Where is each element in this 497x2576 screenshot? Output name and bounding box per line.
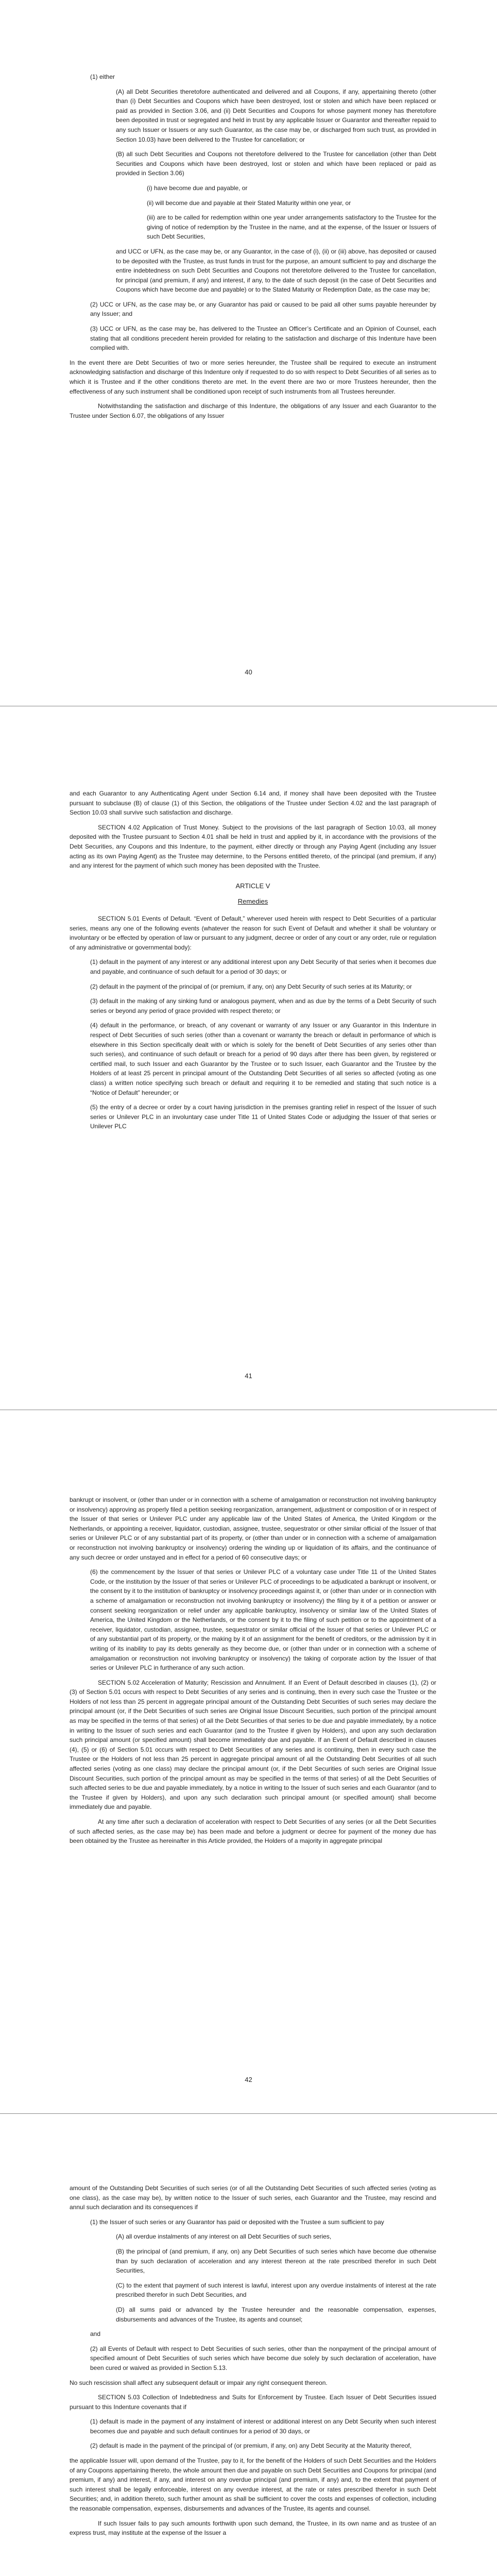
paragraph: (iii) are to be called for redemption within one year under arrangements satisfactory to the Trustee for the giving of notice of redemption by the Trustee in the name, and at the expense, of the Issuer or Issuers of such Debt Securities, [147, 214, 436, 241]
page-body [70, 789, 436, 1131]
page-body [70, 72, 436, 420]
paragraph: In the event there are Debt Securities of two or more series hereunder, the Trustee shall be required to execute an instrument acknowledging satisfaction and discharge of this Indenture only if requested to do so with respect to Debt Securities of all series as to which it is Trustee and if the other conditions thereto are met. In the event there are two or more Trustees hereunder, then the effectiveness of any such instrument shall be conditioned upon receipt of such instruments from all Trustees hereunder. [70, 359, 436, 395]
paragraph: (3) default in the making of any sinking fund or analogous payment, when and as due by the terms of a Debt Security of such series or beyond any period of grace provided with respect thereto; or [90, 997, 436, 1014]
paragraph: (2) default is made in the payment of the principal of (or premium, if any, on) any Debt Security at the Maturity thereof, [90, 2442, 412, 2450]
page-number: 41 [245, 1371, 252, 1380]
paragraph: (A) all Debt Securities theretofore authenticated and delivered and all Coupons, if any, appertaining thereto (other than (i) Debt Securities and Coupons which have been destroyed, lost or stolen and which have been replaced or paid as provided in Section 3.06, and (ii) Debt Securities and Coupons for whose payment money has theretofore been deposited in trust or segregated and held in trust by any applicable Issuer or Guarantor and thereafter repaid to any such Issuer or Issuers or any such Guarantor, as the case may be, or discharged from such trust, as provided in Section 10.03) have been delivered to the Trustee for cancellation; or [116, 88, 436, 143]
paragraph: No such rescission shall affect any subsequent default or impair any right consequent thereon. [70, 2379, 328, 2386]
paragraph: (1) default in the payment of any interest or any additional interest upon any Debt Security of that series when it becomes due and payable, and continuance of such default for a period of 30 days; or [90, 958, 436, 975]
paragraph: (1) the Issuer of such series or any Guarantor has paid or deposited with the Trustee a sum sufficient to pay [90, 2218, 384, 2226]
page-body [70, 1495, 436, 1846]
paragraph: (A) all overdue instalments of any interest on all Debt Securities of such series, [116, 2233, 332, 2241]
page-number: 42 [245, 2075, 252, 2083]
page [0, 2114, 497, 2576]
page-number: 40 [245, 668, 252, 676]
page [0, 1410, 497, 2113]
paragraph: (4) default in the performance, or breach, of any covenant or warranty of any Issuer or any Guarantor in this Indenture in respect of Debt Securities of such series (other than a covenant or warranty the breach or default in performance of which is elsewhere in this Section specifically dealt with or which is solely for the benefit of Debt Securities of any series other than such series), and continuance of such default or breach for a period of 90 days after there has been given, by registered or certified mail, to such Issuer and each Guarantor by the Trustee or to such Issuer, each Guarantor and the Trustee by the Holders of at least 25 percent in principal amount of the Outstanding Debt Securities of all series so affected (voting as one class) a written notice specifying such breach or default and requiring it to be remedied and stating that such notice is a “Notice of Default” hereunder; or [90, 1022, 436, 1096]
article-title: ARTICLE V [235, 882, 270, 890]
paragraph: SECTION 5.02 Acceleration of Maturity; Rescission and Annulment. If an Event of Default described in clauses (1), (2) or (3) of Section 5.01 occurs with respect to Debt Securities of any series and is continuing, then in every such case the Trustee or the Holders of not less than 25 percent in aggregate principal amount of the Outstanding Debt Securities of such series may declare the principal amount (or, if the Debt Securities of such series are Original Issue Discount Securities, such portion of the principal amount as may be specified in the terms of that series) of all the Debt Securities of that series to be due and payable immediately, by a notice in writing to the Issuer of such series and each Guarantor (and to the Trustee if given by Holders), and upon any such declaration such principal amount (or specified amount) shall become immediately due and payable. If an Event of Default described in clauses (4), (5) or (6) of Section 5.01 occurs with respect to Debt Securities of any series and is continuing, then in every such case the Trustee or the Holders of not less than 25 percent in aggregate principal amount of all the Outstanding Debt Securities of all such affected series (voting as one class) may declare the principal amount (or, if the Debt Securities of such series are Original Issue Discount Securities, such portion of the principal amount as may be specified in the terms of that series) of all the Debt Securities of such affected series to be due and payable immediately, by a notice in writing to the Issuer of such series and each Guarantor (and to the Trustee if given by Holders), and upon any such declaration such principal amount (or specified amount) shall become immediately due and payable. [70, 1679, 436, 1811]
paragraph: (i) have become due and payable, or [147, 184, 248, 192]
page [0, 0, 497, 706]
paragraph: (2) all Events of Default with respect to Debt Securities of such series, other than the nonpayment of the principal amount of specified amount of Debt Securities of such series which have become due solely by such declaration of acceleration, have been cured or waived as provided in Section 5.13. [90, 2345, 436, 2371]
paragraph: SECTION 4.02 Application of Trust Money. Subject to the provisions of the last paragraph of Section 10.03, all money deposited with the Trustee pursuant to Section 4.01 shall be held in trust and applied by it, in accordance with the provisions of the Debt Securities, any Coupons and this Indenture, to the payment, either directly or through any Paying Agent (including any Issuer acting as its own Paying Agent) as the Trustee may determine, to the Persons entitled thereto, of the principal (and premium, if any) and any interest for the payment of which such money has been deposited with the Trustee. [70, 823, 436, 870]
paragraph: (ii) will become due and payable at their Stated Maturity within one year, or [147, 199, 351, 207]
paragraph: (D) all sums paid or advanced by the Trustee hereunder and the reasonable compensation, expenses, disbursements and advances of the Trustee, its agents and counsel; [116, 2306, 436, 2323]
paragraph: (B) the principal of (and premium, if any, on) any Debt Securities of such series which have become due otherwise than by such declaration of acceleration and any interest thereon at the rate prescribed therefor in such Debt Securities, [116, 2247, 436, 2275]
paragraph: (3) UCC or UFN, as the case may be, has delivered to the Trustee an Officer’s Certificate and an Opinion of Counsel, each stating that all conditions precedent herein provided for relating to the satisfaction and discharge of this Indenture have been complied with. [90, 325, 436, 352]
paragraph: SECTION 5.01 Events of Default. “Event of Default,” wherever used herein with respect to Debt Securities of a particular series, means any one of the following events (whatever the reason for such Event of Default and whether it shall be voluntary or involuntary or be effected by operation of law or pursuant to any judgment, decree or order of any court or any order, rule or regulation of any administrative or governmental body): [70, 915, 436, 951]
section-heading: Remedies [237, 897, 268, 905]
paragraph: and [90, 2330, 101, 2338]
paragraph: (1) either [90, 73, 115, 80]
paragraph: (2) default in the payment of the principal of (or premium, if any, on) any Debt Security of such series at its Maturity; or [90, 982, 412, 990]
paragraph: (1) default is made in the payment of any instalment of interest or additional interest on any Debt Security when such interest becomes due and payable and such default continues for a period of 30 days, or [90, 2418, 436, 2435]
paragraph: and UCC or UFN, as the case may be, or any Guarantor, in the case of (i), (ii) or (iii) above, has deposited or caused to be deposited with the Trustee, as trust funds in trust for the purpose, an amount sufficient to pay and discharge the entire indebtedness on such Debt Securities and Coupons not theretofore delivered to the Trustee for cancellation, for principal (and premium, if any) and interest, if any, to the date of such deposit (in the case of Debt Securities and Coupons which have become due and payable) or to the Stated Maturity or Redemption Date, as the case may be; [116, 247, 436, 294]
paragraph: bankrupt or insolvent, or (other than under or in connection with a scheme of amalgamation or reconstruction not involving bankruptcy or insolvency) approving as properly filed a petition seeking reorganization, arrangement, adjustment or composition of or in respect of the Issuer of that series or Unilever PLC under any applicable law of the United States of America, the United Kingdom or the Netherlands, or appointing a receiver, liquidator, custodian, assignee, trustee, sequestrator or other similar official of the Issuer of that series or Unilever PLC or of any substantial part of its property, or (other than under or in connection with a scheme of amalgamation or reconstruction not involving bankruptcy or insolvency) ordering the winding up or liquidation of its affairs, and the continuance of any such decree or order unstayed and in effect for a period of 60 consecutive days; or [70, 1496, 436, 1561]
paragraph: If such Issuer fails to pay such amounts forthwith upon such demand, the Trustee, in its own name and as trustee of an express trust, may institute at the expense of the Issuer a [70, 2519, 436, 2537]
paragraph: (B) all such Debt Securities and Coupons not theretofore delivered to the Trustee for cancellation (other than Debt Securities and Coupons which have been destroyed, lost or stolen and which have been replaced or paid as provided in Section 3.06) [116, 150, 436, 177]
paragraph: amount of the Outstanding Debt Securities of such series (or of all the Outstanding Debt Securities of such affected series (voting as one class), as the case may be), by written notice to the Issuer of such series, each Guarantor and the Trustee, may rescind and annul such declaration and its consequences if [70, 2184, 436, 2211]
paragraph: (C) to the extent that payment of such interest is lawful, interest upon any overdue instalments of interest at the rate prescribed therefor in such Debt Securities, and [116, 2281, 436, 2299]
page [0, 706, 497, 1410]
paragraph: the applicable Issuer will, upon demand of the Trustee, pay to it, for the benefit of the Holders of such Debt Securities and the Holders of any Coupons appertaining thereto, the whole amount then due and payable on such Debt Securities and Coupons for principal (and premium, if any) and interest, if any, and interest on any overdue principal (and premium, if any) and, to the extent that payment of such interest shall be legally enforceable, interest on any overdue interest, at the rate or rates prescribed therefor in such Debt Securities; and, in addition thereto, such further amount as shall be sufficient to cover the costs and expenses of collection, including the reasonable compensation, expenses, disbursements and advances of the Trustee, its agents and counsel. [70, 2457, 436, 2513]
paragraph: (6) the commencement by the Issuer of that series or Unilever PLC of a voluntary case under Title 11 of the United States Code, or the institution by the Issuer of that series or Unilever PLC of proceedings to be adjudicated a bankrupt or insolvent, or the consent by it to the institution of bankruptcy or insolvency proceedings against it, or (other than under or in connection with a scheme of amalgamation or reconstruction not involving bankruptcy or insolvency) the filing by it of a petition or answer or consent seeking reorganization or relief under any applicable bankruptcy, insolvency or similar law of the United States of America, the United Kingdom or the Netherlands, or the consent by it to the filing of such petition or to the appointment of a receiver, liquidator, custodian, assignee, trustee, sequestrator or similar official of the Issuer of that series or Unilever PLC or of any substantial part of its property, or the making by it of an assignment for the benefit of creditors, or the admission by it in writing of its inability to pay its debts generally as they become due, or (other than under or in connection with a scheme of amalgamation or reconstruction not involving bankruptcy or insolvency) the taking of corporate action by the Issuer of that series or Unilever PLC in furtherance of any such action. [90, 1568, 436, 1672]
page-body [70, 2183, 436, 2538]
paragraph: SECTION 5.03 Collection of Indebtedness and Suits for Enforcement by Trustee. Each Issuer of Debt Securities issued pursuant to this Indenture covenants that if [70, 2394, 436, 2411]
paragraph: (2) UCC or UFN, as the case may be, or any Guarantor has paid or caused to be paid all other sums payable hereunder by any Issuer; and [90, 300, 436, 318]
paragraph: and each Guarantor to any Authenticating Agent under Section 6.14 and, if money shall have been deposited with the Trustee pursuant to subclause (B) of clause (1) of this Section, the obligations of the Trustee under Section 4.02 and the last paragraph of Section 10.03 shall survive such satisfaction and discharge. [70, 790, 436, 817]
paragraph: At any time after such a declaration of acceleration with respect to Debt Securities of any series (or all the Debt Securities of such affected series, as the case may be) has been made and before a judgment or decree for payment of the money due has been obtained by the Trustee as hereinafter in this Article provided, the Holders of a majority in aggregate principal [70, 1818, 436, 1845]
paragraph: Notwithstanding the satisfaction and discharge of this Indenture, the obligations of any Issuer and each Guarantor to the Trustee under Section 6.07, the obligations of any Issuer [70, 402, 436, 419]
paragraph: (5) the entry of a decree or order by a court having jurisdiction in the premises granting relief in respect of the Issuer of such series or Unilever PLC in an involuntary case under Title 11 of United States Code or adjudging the Issuer of that series or Unilever PLC [90, 1104, 436, 1130]
